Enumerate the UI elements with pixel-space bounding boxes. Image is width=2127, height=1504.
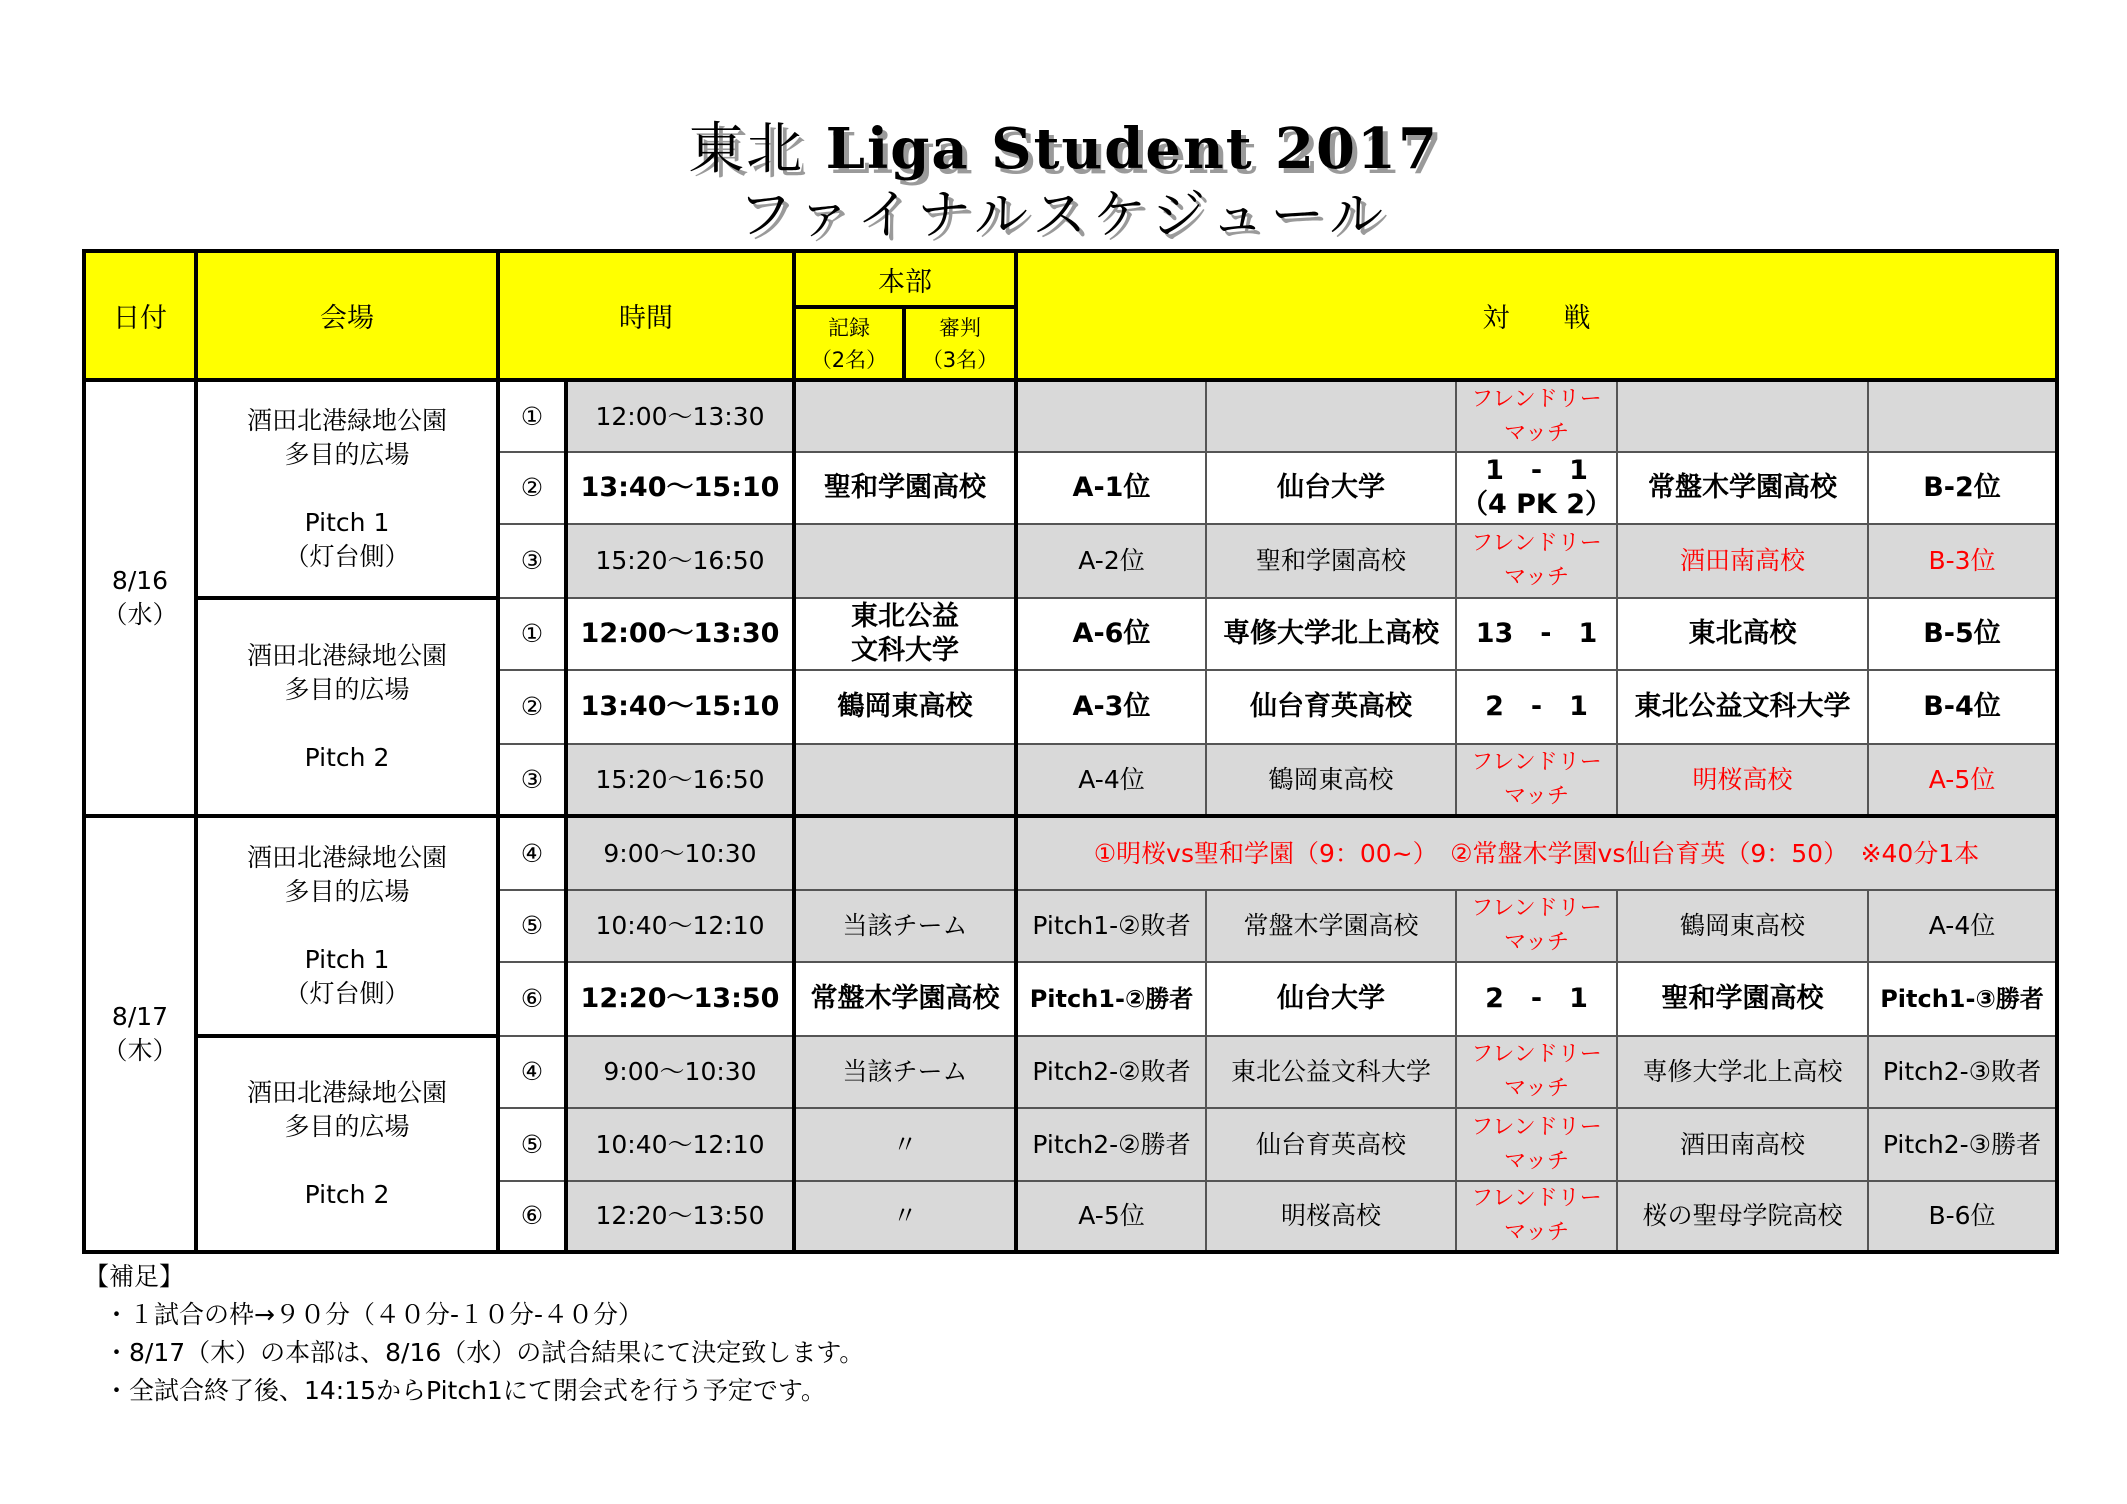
team-a: 東北公益文科大学 [1206, 1036, 1456, 1108]
time-cell: 13:40～15:10 [566, 670, 794, 744]
team-a-seed: A-5位 [1016, 1181, 1206, 1252]
team-b: 聖和学園高校 [1617, 962, 1868, 1036]
team-a-seed: A-1位 [1016, 452, 1206, 524]
team-b-seed: B-6位 [1868, 1181, 2057, 1252]
hq-cell [794, 744, 1016, 816]
venue-cell: 酒田北港緑地公園 多目的広場 Pitch 1 （灯台側） [196, 380, 498, 598]
match-number: ⑥ [498, 1181, 566, 1252]
score-cell: 2 - 1 [1456, 962, 1617, 1036]
header-row-1 [84, 251, 2057, 307]
score-cell: 2 - 1 [1456, 670, 1617, 744]
match-number: ⑤ [498, 890, 566, 962]
team-a: 専修大学北上高校 [1206, 598, 1456, 670]
team-a [1206, 380, 1456, 452]
score-cell: フレンドリー マッチ [1456, 744, 1617, 816]
team-a: 常盤木学園高校 [1206, 890, 1456, 962]
team-a-seed: Pitch1-②敗者 [1016, 890, 1206, 962]
header-time: 時間 [498, 251, 794, 380]
warmup-note: ①明桜vs聖和学園（9：00~） ②常盤木学園vs仙台育英（9：50） ※40分1本 [1016, 816, 2057, 890]
hq-cell: 鶴岡東高校 [794, 670, 1016, 744]
venue-cell: 酒田北港緑地公園 多目的広場 Pitch 1 （灯台側） [196, 816, 498, 1036]
team-b-seed: B-2位 [1868, 452, 2057, 524]
team-b-seed: Pitch2-③勝者 [1868, 1108, 2057, 1181]
team-a: 仙台大学 [1206, 962, 1456, 1036]
header-venue: 会場 [196, 251, 498, 380]
match-number: ③ [498, 524, 566, 598]
hq-cell [794, 380, 1016, 452]
time-cell: 10:40～12:10 [566, 1108, 794, 1181]
team-a-seed: A-2位 [1016, 524, 1206, 598]
team-a-seed: A-3位 [1016, 670, 1206, 744]
score-cell: フレンドリー マッチ [1456, 1036, 1617, 1108]
time-cell: 12:20～13:50 [566, 1181, 794, 1252]
note-item: ・全試合終了後、14:15からPitch1にて閉会式を行う予定です。 [104, 1376, 826, 1405]
team-b-seed: B-5位 [1868, 598, 2057, 670]
title-jp: 東北 [688, 117, 805, 182]
match-number: ④ [498, 1036, 566, 1108]
team-b: 明桜高校 [1617, 744, 1868, 816]
match-number: ③ [498, 744, 566, 816]
team-a: 仙台大学 [1206, 452, 1456, 524]
hq-cell [794, 524, 1016, 598]
time-cell: 15:20～16:50 [566, 744, 794, 816]
hq-cell: 聖和学園高校 [794, 452, 1016, 524]
team-a-seed [1016, 380, 1206, 452]
hq-cell: 〃 [794, 1108, 1016, 1181]
note-item: ・8/17（木）の本部は、8/16（水）の試合結果にて決定致します。 [104, 1338, 865, 1367]
match-number: ① [498, 380, 566, 452]
score-cell: フレンドリー マッチ [1456, 524, 1617, 598]
team-b [1617, 380, 1868, 452]
match-number: ② [498, 452, 566, 524]
date-cell: 8/17 （木） [84, 816, 196, 1252]
hq-cell: 〃 [794, 1181, 1016, 1252]
team-a: 仙台育英高校 [1206, 1108, 1456, 1181]
team-b: 専修大学北上高校 [1617, 1036, 1868, 1108]
time-cell: 9:00～10:30 [566, 1036, 794, 1108]
time-cell: 12:20～13:50 [566, 962, 794, 1036]
team-a: 明桜高校 [1206, 1181, 1456, 1252]
notes-section [84, 1258, 864, 1410]
table-row [84, 1036, 2057, 1108]
team-b: 東北高校 [1617, 598, 1868, 670]
team-a: 聖和学園高校 [1206, 524, 1456, 598]
team-b: 常盤木学園高校 [1617, 452, 1868, 524]
time-cell: 9:00～10:30 [566, 816, 794, 890]
team-b-seed [1868, 380, 2057, 452]
hq-cell: 常盤木学園高校 [794, 962, 1016, 1036]
title-en: Liga Student 2017 [825, 116, 1439, 182]
time-cell: 13:40～15:10 [566, 452, 794, 524]
match-number: ④ [498, 816, 566, 890]
header-record: 記録 （2名） [794, 307, 904, 380]
venue-cell: 酒田北港緑地公園 多目的広場 Pitch 2 [196, 1036, 498, 1252]
time-cell: 15:20～16:50 [566, 524, 794, 598]
team-b: 酒田南高校 [1617, 1108, 1868, 1181]
notes-heading: 【補足】 [84, 1262, 185, 1291]
score-cell: フレンドリー マッチ [1456, 1181, 1617, 1252]
team-b: 東北公益文科大学 [1617, 670, 1868, 744]
header-match: 対 戦 [1016, 251, 2057, 380]
team-a: 鶴岡東高校 [1206, 744, 1456, 816]
team-a: 仙台育英高校 [1206, 670, 1456, 744]
table-row [84, 816, 2057, 890]
match-number: ② [498, 670, 566, 744]
score-cell: フレンドリー マッチ [1456, 380, 1617, 452]
match-number: ① [498, 598, 566, 670]
score-cell: 13 - 1 [1456, 598, 1617, 670]
time-cell: 12:00～13:30 [566, 598, 794, 670]
date-cell: 8/16 （水） [84, 380, 196, 816]
schedule-table [82, 249, 2059, 1254]
hq-cell [794, 816, 1016, 890]
team-b-seed: B-4位 [1868, 670, 2057, 744]
table-row [84, 380, 2057, 452]
team-b: 桜の聖母学院高校 [1617, 1181, 1868, 1252]
team-b-seed: A-5位 [1868, 744, 2057, 816]
header-hq: 本部 [794, 251, 1016, 307]
team-b-seed: B-3位 [1868, 524, 2057, 598]
score-cell: フレンドリー マッチ [1456, 1108, 1617, 1181]
header-date: 日付 [84, 251, 196, 380]
time-cell: 12:00～13:30 [566, 380, 794, 452]
team-b-seed: Pitch2-③敗者 [1868, 1036, 2057, 1108]
team-b: 鶴岡東高校 [1617, 890, 1868, 962]
note-item: ・１試合の枠→９０分（４０分-１０分-４０分） [104, 1300, 643, 1329]
hq-cell: 東北公益 文科大学 [794, 598, 1016, 670]
header-referee: 審判 （3名） [904, 307, 1016, 380]
team-a-seed: A-6位 [1016, 598, 1206, 670]
hq-cell: 当該チーム [794, 890, 1016, 962]
match-number: ⑥ [498, 962, 566, 1036]
team-b-seed: Pitch1-③勝者 [1868, 962, 2057, 1036]
time-cell: 10:40～12:10 [566, 890, 794, 962]
table-row [84, 598, 2057, 670]
team-b: 酒田南高校 [1617, 524, 1868, 598]
team-a-seed: Pitch1-②勝者 [1016, 962, 1206, 1036]
match-number: ⑤ [498, 1108, 566, 1181]
score-cell: フレンドリー マッチ [1456, 890, 1617, 962]
team-a-seed: A-4位 [1016, 744, 1206, 816]
page-title-line2: ファイナルスケジュール [737, 183, 1390, 246]
score-cell: 1 - 1 （4 PK 2） [1456, 452, 1617, 524]
team-a-seed: Pitch2-②敗者 [1016, 1036, 1206, 1108]
hq-cell: 当該チーム [794, 1036, 1016, 1108]
venue-cell: 酒田北港緑地公園 多目的広場 Pitch 2 [196, 598, 498, 816]
team-b-seed: A-4位 [1868, 890, 2057, 962]
team-a-seed: Pitch2-②勝者 [1016, 1108, 1206, 1181]
